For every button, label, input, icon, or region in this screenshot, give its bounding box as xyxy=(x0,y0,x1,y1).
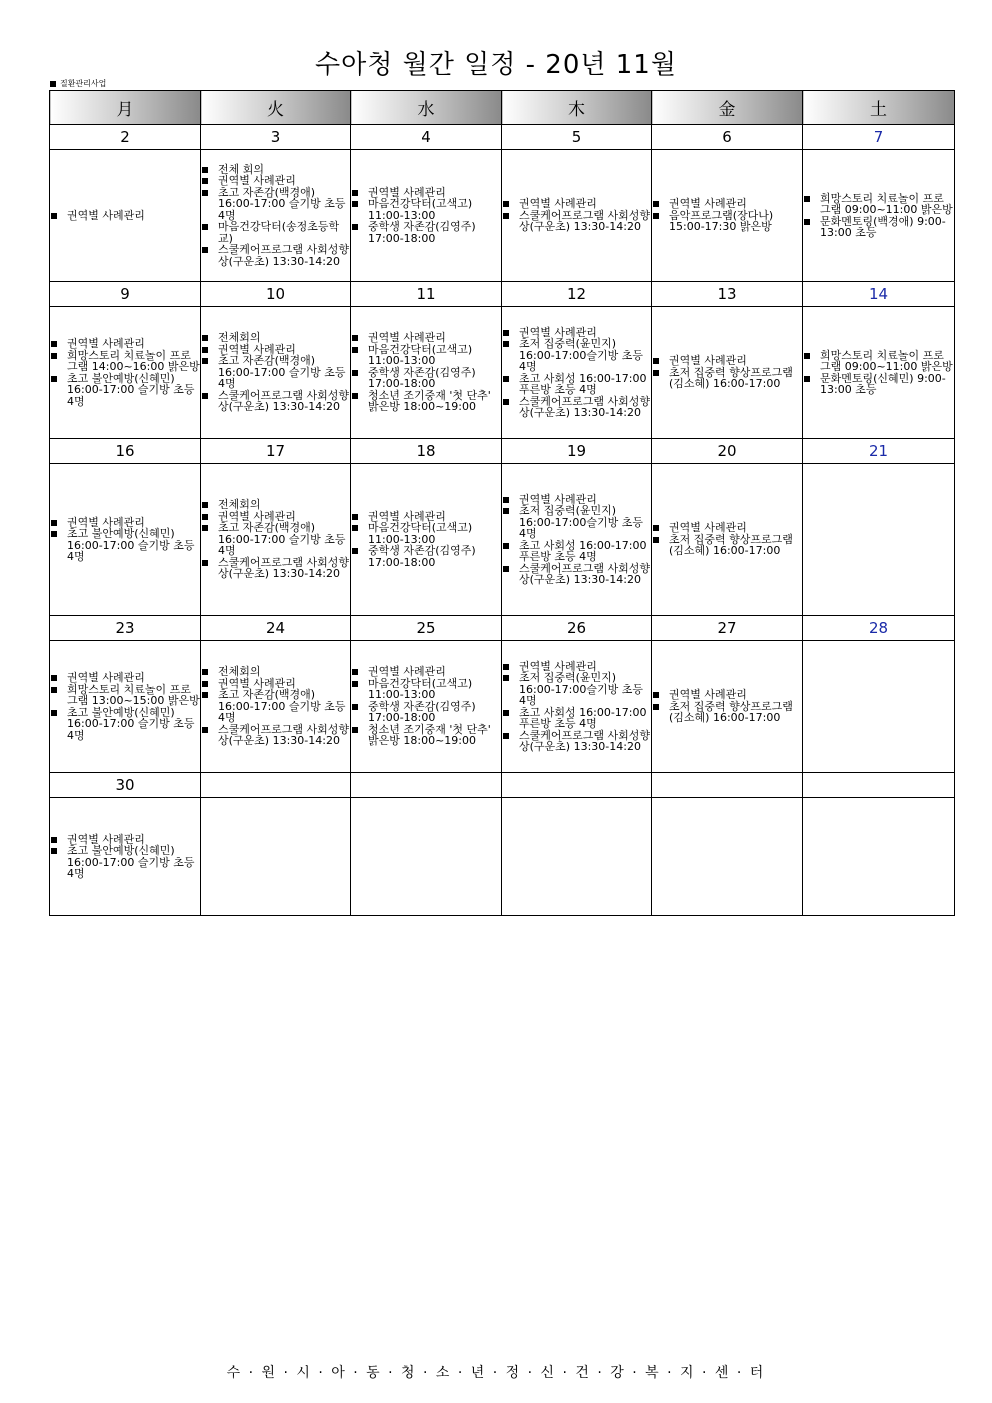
date-number: 28 xyxy=(803,616,955,641)
schedule-item: 권역별 사례관리 xyxy=(652,689,802,701)
schedule-item: 전체회의 xyxy=(201,666,350,678)
day-cell xyxy=(652,150,803,282)
schedule-item: 스쿨케어프로그램 사회성향상(구운초) 13:30-14:20 xyxy=(502,730,651,753)
weekday-header: 月 xyxy=(50,91,201,125)
schedule-list xyxy=(351,666,501,747)
schedule-item: 스쿨케어프로그램 사회성향상(구운초) 13:30-14:20 xyxy=(502,396,651,419)
schedule-item: 청소년 조기중재 '첫 단추' 밝은방 18:00~19:00 xyxy=(351,724,501,747)
day-cell xyxy=(201,798,351,916)
date-number: 24 xyxy=(201,616,351,641)
schedule-item: 중학생 자존감(김영주) 17:00-18:00 xyxy=(351,545,501,568)
schedule-item: 권역별 사례관리 xyxy=(50,672,200,684)
date-number: 27 xyxy=(652,616,803,641)
date-row xyxy=(50,125,955,150)
weekday-header: 水 xyxy=(351,91,502,125)
schedule-list xyxy=(502,198,651,233)
schedule-item: 권역별 사례관리 xyxy=(201,511,350,523)
schedule-item: 권역별 사례관리 xyxy=(502,327,651,339)
date-number: 25 xyxy=(351,616,502,641)
schedule-list xyxy=(201,332,350,413)
schedule-item: 초고 자존감(백경애) 16:00-17:00 슬기방 초등 4명 xyxy=(201,187,350,222)
schedule-list xyxy=(50,672,200,741)
day-cell xyxy=(351,464,502,616)
date-number xyxy=(803,773,955,798)
date-row xyxy=(50,773,955,798)
schedule-list xyxy=(201,164,350,268)
date-number: 2 xyxy=(50,125,201,150)
date-number: 23 xyxy=(50,616,201,641)
day-cell xyxy=(201,307,351,439)
schedule-item: 전체회의 xyxy=(201,332,350,344)
schedule-item: 권역별 사례관리 xyxy=(502,661,651,673)
date-number xyxy=(201,773,351,798)
day-cell xyxy=(201,641,351,773)
date-number: 4 xyxy=(351,125,502,150)
date-row xyxy=(50,439,955,464)
schedule-item: 권역별 사례관리 xyxy=(201,175,350,187)
schedule-item: 문화멘토링(백경애) 9:00-13:00 초등 xyxy=(803,216,954,239)
schedule-list xyxy=(803,193,954,239)
schedule-item: 권역별 사례관리 xyxy=(502,198,651,210)
date-number: 20 xyxy=(652,439,803,464)
schedule-item: 스쿨케어프로그램 사회성향상(구운초) 13:30-14:20 xyxy=(502,210,651,233)
date-number: 19 xyxy=(502,439,652,464)
date-number: 16 xyxy=(50,439,201,464)
schedule-item: 초고 불안예방(신혜민) 16:00-17:00 슬기방 초등 4명 xyxy=(50,707,200,742)
schedule-item: 권역별 사례관리 xyxy=(201,678,350,690)
schedule-item: 문화멘토링(신혜민) 9:00-13:00 초등 xyxy=(803,373,954,396)
schedule-item: 스쿨케어프로그램 사회성향상(구운초) 13:30-14:20 xyxy=(201,724,350,747)
schedule-item: 중학생 자존감(김영주) 17:00-18:00 xyxy=(351,701,501,724)
day-cell xyxy=(351,798,502,916)
day-cell xyxy=(652,641,803,773)
day-cell xyxy=(50,150,201,282)
schedule-item: 희망스토리 치료놀이 프로그램 09:00~11:00 밝은방 xyxy=(803,193,954,216)
schedule-item: 청소년 조기중재 '첫 단추' 밝은방 18:00~19:00 xyxy=(351,390,501,413)
day-cell xyxy=(351,641,502,773)
weekday-header-row xyxy=(50,91,955,125)
schedule-item: 초고 불안예방(신혜민) 16:00-17:00 슬기방 초등 4명 xyxy=(50,845,200,880)
schedule-item: 초저 집중력(윤민지) 16:00-17:00슬기방 초등 4명 xyxy=(502,672,651,707)
schedule-row xyxy=(50,798,955,916)
page-title: 수아청 월간 일정 - 20년 11월 xyxy=(315,50,677,80)
date-number: 11 xyxy=(351,282,502,307)
schedule-item: 음악프로그램(장다나) 15:00-17:30 밝은방 xyxy=(652,210,802,233)
schedule-item: 권역별 사례관리 xyxy=(50,834,200,846)
organization-footer: 수 · 원 · 시 · 아 · 동 · 청 · 소 · 년 · 정 · 신 · 건 · 강 · 복 · 지 · 센 · 터 xyxy=(226,1365,766,1381)
date-number xyxy=(652,773,803,798)
schedule-item: 중학생 자존감(김영주) 17:00-18:00 xyxy=(351,221,501,244)
schedule-item: 권역별 사례관리 xyxy=(351,332,501,344)
schedule-item: 권역별 사례관리 xyxy=(652,355,802,367)
schedule-list xyxy=(201,499,350,580)
schedule-row xyxy=(50,464,955,616)
day-cell xyxy=(50,798,201,916)
day-cell xyxy=(652,307,803,439)
schedule-item: 스쿨케어프로그램 사회성향상(구운초) 13:30-14:20 xyxy=(201,557,350,580)
day-cell xyxy=(803,641,955,773)
schedule-list xyxy=(652,355,802,390)
date-number: 7 xyxy=(803,125,955,150)
schedule-item: 스쿨케어프로그램 사회성향상(구운초) 13:30-14:20 xyxy=(201,244,350,267)
schedule-item: 초저 집중력 향상프로그램(김소혜) 16:00-17:00 xyxy=(652,534,802,557)
schedule-list xyxy=(351,187,501,245)
schedule-item: 권역별 사례관리 xyxy=(351,511,501,523)
schedule-item: 초고 자존감(백경애) 16:00-17:00 슬기방 초등 4명 xyxy=(201,522,350,557)
schedule-list xyxy=(502,327,651,419)
schedule-item: 초고 사회성 16:00-17:00 푸른방 초등 4명 xyxy=(502,373,651,396)
schedule-list xyxy=(351,511,501,569)
schedule-list xyxy=(502,661,651,753)
date-number: 30 xyxy=(50,773,201,798)
day-cell xyxy=(652,464,803,616)
schedule-item: 권역별 사례관리 xyxy=(50,517,200,529)
schedule-list xyxy=(50,210,200,222)
schedule-item: 마음건강닥터(송정초등학교) xyxy=(201,221,350,244)
schedule-list xyxy=(201,666,350,747)
schedule-item: 권역별 사례관리 xyxy=(50,338,200,350)
day-cell xyxy=(803,798,955,916)
day-cell xyxy=(351,150,502,282)
schedule-item: 권역별 사례관리 xyxy=(201,344,350,356)
schedule-item: 마음건강닥터(고색고) 11:00-13:00 xyxy=(351,344,501,367)
date-number: 21 xyxy=(803,439,955,464)
date-number: 13 xyxy=(652,282,803,307)
date-row xyxy=(50,616,955,641)
schedule-list xyxy=(652,198,802,233)
program-tag xyxy=(50,78,106,89)
schedule-list xyxy=(502,494,651,586)
date-number: 26 xyxy=(502,616,652,641)
date-number: 18 xyxy=(351,439,502,464)
day-cell xyxy=(502,464,652,616)
schedule-item: 중학생 자존감(김영주) 17:00-18:00 xyxy=(351,367,501,390)
schedule-item: 권역별 사례관리 xyxy=(351,666,501,678)
schedule-item: 초저 집중력 향상프로그램(김소혜) 16:00-17:00 xyxy=(652,367,802,390)
schedule-item: 마음건강닥터(고색고) 11:00-13:00 xyxy=(351,522,501,545)
schedule-item: 초저 집중력 향상프로그램(김소혜) 16:00-17:00 xyxy=(652,701,802,724)
day-cell xyxy=(351,307,502,439)
schedule-item: 초고 사회성 16:00-17:00 푸른방 초등 4명 xyxy=(502,707,651,730)
schedule-row xyxy=(50,307,955,439)
day-cell xyxy=(502,641,652,773)
date-number xyxy=(351,773,502,798)
schedule-list xyxy=(803,350,954,396)
weekday-header: 木 xyxy=(502,91,652,125)
schedule-item: 초저 집중력(윤민지) 16:00-17:00슬기방 초등 4명 xyxy=(502,338,651,373)
schedule-list xyxy=(50,834,200,880)
schedule-item: 초고 자존감(백경애) 16:00-17:00 슬기방 초등 4명 xyxy=(201,689,350,724)
schedule-item: 마음건강닥터(고색고) 11:00-13:00 xyxy=(351,678,501,701)
schedule-item: 전체회의 xyxy=(201,499,350,511)
schedule-item: 희망스토리 치료놀이 프로그램 13:00~15:00 밝은방 xyxy=(50,684,200,707)
day-cell xyxy=(201,150,351,282)
schedule-item: 마음건강닥터(고색고) 11:00-13:00 xyxy=(351,198,501,221)
weekday-header: 土 xyxy=(803,91,955,125)
day-cell xyxy=(50,464,201,616)
date-number: 9 xyxy=(50,282,201,307)
schedule-row xyxy=(50,150,955,282)
schedule-item: 스쿨케어프로그램 사회성향상(구운초) 13:30-14:20 xyxy=(201,390,350,413)
schedule-item: 권역별 사례관리 xyxy=(502,494,651,506)
schedule-item: 권역별 사례관리 xyxy=(652,198,802,210)
day-cell xyxy=(803,307,955,439)
schedule-item: 초고 자존감(백경애) 16:00-17:00 슬기방 초등 4명 xyxy=(201,355,350,390)
day-cell xyxy=(50,641,201,773)
date-number: 14 xyxy=(803,282,955,307)
day-cell xyxy=(50,307,201,439)
program-tag-label: 질환관리사업 xyxy=(60,79,107,88)
weekday-header: 火 xyxy=(201,91,351,125)
schedule-row xyxy=(50,641,955,773)
schedule-list xyxy=(652,522,802,557)
schedule-item: 전체 회의 xyxy=(201,164,350,176)
day-cell xyxy=(803,464,955,616)
date-number: 5 xyxy=(502,125,652,150)
schedule-list xyxy=(351,332,501,413)
date-number: 17 xyxy=(201,439,351,464)
schedule-list xyxy=(50,338,200,407)
square-bullet-icon xyxy=(50,81,56,87)
day-cell xyxy=(502,150,652,282)
schedule-item: 권역별 사례관리 xyxy=(351,187,501,199)
schedule-item: 스쿨케어프로그램 사회성향상(구운초) 13:30-14:20 xyxy=(502,563,651,586)
date-number: 12 xyxy=(502,282,652,307)
schedule-item: 초고 사회성 16:00-17:00 푸른방 초등 4명 xyxy=(502,540,651,563)
schedule-list xyxy=(652,689,802,724)
schedule-item: 초고 불안예방(신혜민) 16:00-17:00 슬기방 초등 4명 xyxy=(50,528,200,563)
schedule-item: 희망스토리 치료놀이 프로그램 14:00~16:00 밝은방 xyxy=(50,350,200,373)
schedule-item: 권역별 사례관리 xyxy=(50,210,200,222)
day-cell xyxy=(502,798,652,916)
day-cell xyxy=(652,798,803,916)
schedule-list xyxy=(50,517,200,563)
date-number: 6 xyxy=(652,125,803,150)
schedule-item: 희망스토리 치료놀이 프로그램 09:00~11:00 밝은방 xyxy=(803,350,954,373)
schedule-item: 초저 집중력(윤민지) 16:00-17:00슬기방 초등 4명 xyxy=(502,505,651,540)
date-number: 3 xyxy=(201,125,351,150)
calendar-table xyxy=(49,90,955,916)
schedule-item: 초고 불안예방(신혜민) 16:00-17:00 슬기방 초등 4명 xyxy=(50,373,200,408)
date-number xyxy=(502,773,652,798)
schedule-item: 권역별 사례관리 xyxy=(652,522,802,534)
date-row xyxy=(50,282,955,307)
day-cell xyxy=(502,307,652,439)
date-number: 10 xyxy=(201,282,351,307)
day-cell xyxy=(201,464,351,616)
day-cell xyxy=(803,150,955,282)
weekday-header: 金 xyxy=(652,91,803,125)
